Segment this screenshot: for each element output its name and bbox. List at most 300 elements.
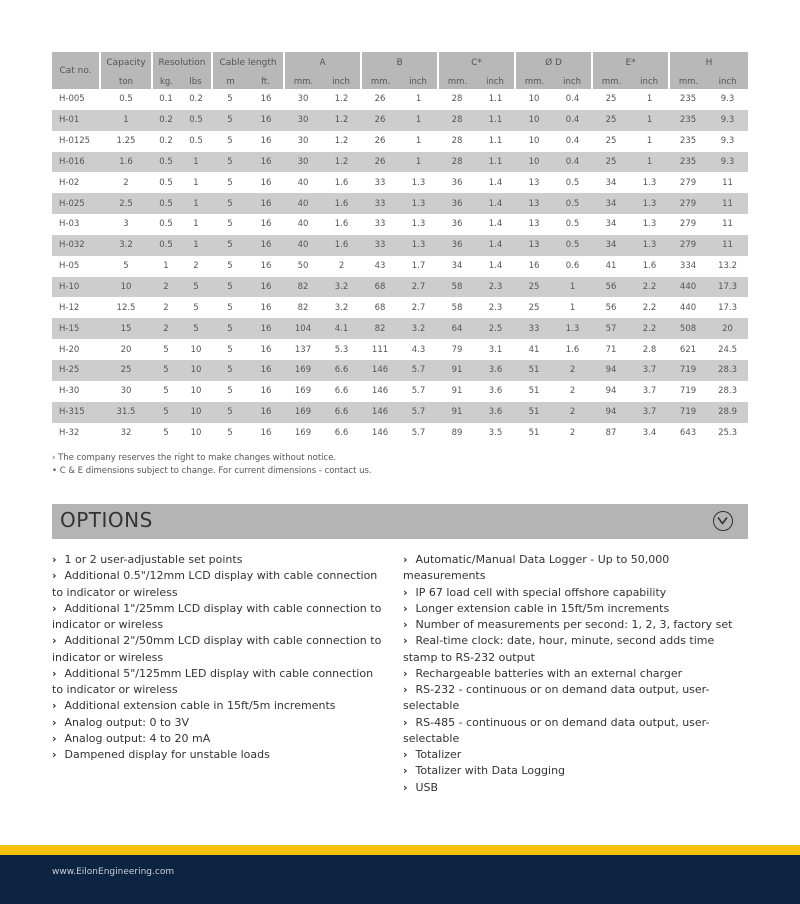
units-row [52, 74, 748, 89]
table-cell: 1 [630, 110, 669, 131]
header-resolution: Resolution [152, 52, 212, 74]
table-cell: 1.6 [334, 177, 349, 188]
table-cell: 26 [361, 152, 399, 173]
option-item [52, 633, 382, 666]
table-cell: 51 [528, 386, 540, 397]
chevron-down-icon[interactable] [713, 511, 733, 531]
table-cell: 82 [297, 302, 309, 313]
option-label: Totalizer with Data Logging [415, 764, 566, 778]
table-cell: 10 [190, 427, 202, 438]
table-cell: 5 [123, 261, 129, 272]
table-cell: 40 [284, 193, 322, 214]
table-row [52, 214, 748, 235]
table-cell: 58 [451, 302, 463, 313]
table-cell: 5 [212, 110, 248, 131]
table-cell: 40 [284, 235, 322, 256]
table-cell: 3.1 [488, 344, 503, 355]
table-cell: 0.2 [189, 94, 203, 105]
table-cell: 3.2 [322, 277, 361, 298]
table-cell: 10 [180, 402, 212, 423]
table-row [52, 235, 748, 256]
table-cell: 169 [294, 386, 312, 397]
option-label: Analog output: 4 to 20 mA [64, 731, 211, 745]
table-cell: 5 [212, 235, 248, 256]
table-cell: 16 [248, 193, 284, 214]
table-cell: 104 [284, 318, 322, 339]
option-label: Additional extension cable in 15ft/5m increments [64, 699, 336, 713]
table-cell: 146 [361, 360, 399, 381]
cat-no-cell: H-315 [52, 402, 100, 423]
table-cell: 2 [553, 360, 592, 381]
unit-cell: mm. [592, 74, 630, 89]
table-cell: 2.2 [642, 302, 657, 313]
table-cell: 1.6 [334, 219, 349, 230]
table-cell: 11 [722, 177, 733, 188]
table-row [52, 89, 748, 110]
table-cell: 0.4 [565, 136, 580, 147]
table-row [52, 339, 748, 360]
table-row [52, 256, 748, 277]
table-cell: 30 [120, 386, 132, 397]
table-cell: 50 [297, 261, 309, 272]
cat-no-cell: H-0125 [59, 136, 91, 147]
chevron-right-icon: › [403, 715, 408, 729]
cat-no-cell: H-05 [59, 261, 80, 272]
chevron-right-icon: › [403, 553, 408, 566]
table-cell: 34 [605, 219, 617, 230]
table-cell: 719 [679, 386, 697, 397]
option-item [403, 633, 748, 666]
table-cell: 1.25 [116, 136, 136, 147]
table-cell: 13 [515, 235, 553, 256]
table-cell: 28 [451, 136, 463, 147]
table-cell: 94 [592, 402, 630, 423]
table-cell: 10 [100, 277, 152, 298]
chevron-right-icon: › [403, 683, 408, 696]
table-row [52, 297, 748, 318]
table-cell: 91 [438, 360, 476, 381]
table-cell: 30 [284, 110, 322, 131]
table-cell: 94 [605, 386, 617, 397]
table-cell: 0.5 [159, 177, 173, 188]
table-cell: 1 [630, 152, 669, 173]
table-cell: 3.6 [476, 402, 515, 423]
table-cell: 5.7 [411, 427, 426, 438]
table-cell: 279 [669, 193, 707, 214]
table-row [52, 193, 748, 214]
table-cell: 36 [451, 219, 463, 230]
table-cell: 5 [180, 318, 212, 339]
table-cell: 0.5 [553, 235, 592, 256]
table-cell: 6.6 [322, 360, 361, 381]
table-cell: 1.3 [411, 219, 426, 230]
header-e: E* [592, 52, 669, 74]
note-changes: › The company reserves the right to make changes without notice. [52, 453, 337, 463]
table-cell: 5 [227, 94, 233, 105]
table-body [52, 89, 748, 443]
cat-no-cell: H-02 [59, 177, 80, 188]
footer-website-link[interactable]: www.EilonEngineering.com [52, 867, 175, 877]
table-cell: 0.4 [553, 152, 592, 173]
unit-cell: mm. [361, 74, 399, 89]
table-cell: 169 [284, 402, 322, 423]
unit-cell: inch [399, 74, 438, 89]
footer-accent-stripe [0, 845, 800, 855]
option-item [52, 698, 382, 714]
table-cell: 1.4 [488, 177, 503, 188]
table-cell: 440 [669, 277, 707, 298]
table-cell: 440 [679, 302, 697, 313]
table-cell: 146 [371, 427, 389, 438]
table-cell: 137 [294, 344, 312, 355]
table-cell: 2 [569, 427, 576, 438]
table-cell: 146 [361, 402, 399, 423]
table-cell: 2.7 [399, 277, 438, 298]
table-cell: 28.3 [718, 386, 738, 397]
option-item [52, 552, 382, 568]
option-label: Additional 1"/25mm LCD display with cable connection to indicator or wireless [52, 601, 382, 631]
table-cell: 34 [605, 177, 617, 188]
table-cell: 16 [260, 427, 272, 438]
table-cell: 16 [260, 136, 272, 147]
table-cell: 1.6 [322, 193, 361, 214]
table-cell: 111 [371, 344, 389, 355]
table-cell: 1 [646, 136, 653, 147]
option-label: Dampened display for unstable loads [64, 748, 270, 761]
table-cell: 36 [438, 193, 476, 214]
table-cell: 1.3 [411, 177, 426, 188]
table-cell: 16 [528, 261, 540, 272]
table-cell: 58 [438, 277, 476, 298]
table-cell: 33 [361, 193, 399, 214]
table-cell: 719 [669, 360, 707, 381]
table-cell: 5 [180, 277, 212, 298]
table-cell: 9.3 [720, 94, 735, 105]
table-cell: 9.3 [707, 152, 748, 173]
chevron-right-icon: › [52, 553, 57, 566]
table-cell: 235 [669, 110, 707, 131]
table-cell: 0.5 [119, 94, 133, 105]
table-cell: 57 [592, 318, 630, 339]
table-cell: 10 [190, 344, 202, 355]
table-cell: 32 [120, 427, 132, 438]
table-cell: 6.6 [334, 427, 349, 438]
table-cell: 5.7 [411, 386, 426, 397]
table-cell: 16 [260, 344, 272, 355]
table-cell: 2 [152, 318, 180, 339]
table-cell: 40 [297, 219, 309, 230]
table-cell: 2 [123, 177, 129, 188]
table-cell: 5.7 [399, 360, 438, 381]
table-cell: 25 [100, 360, 152, 381]
cat-no-cell: H-03 [59, 219, 80, 230]
table-cell: 1.3 [553, 318, 592, 339]
table-cell: 13 [515, 193, 553, 214]
cat-no-cell: H-016 [52, 152, 100, 173]
table-cell: 68 [361, 277, 399, 298]
option-label: USB [415, 780, 439, 794]
table-cell: 2 [163, 302, 169, 313]
table-cell: 5 [193, 302, 199, 313]
table-cell: 91 [438, 402, 476, 423]
table-cell: 12.5 [116, 302, 136, 313]
table-cell: 25 [528, 302, 540, 313]
cat-no-cell: H-10 [52, 277, 100, 298]
table-cell: 1 [553, 277, 592, 298]
table-cell: 10 [515, 110, 553, 131]
option-item [52, 715, 382, 731]
unit-cell: inch [630, 74, 669, 89]
cat-no-cell: H-01 [52, 110, 100, 131]
table-cell: 5 [212, 318, 248, 339]
table-cell: 1.4 [476, 235, 515, 256]
table-cell: 16 [248, 110, 284, 131]
table-cell: 5 [212, 193, 248, 214]
table-cell: 0.2 [159, 136, 173, 147]
table-cell: 16 [248, 360, 284, 381]
cat-no-cell: H-12 [59, 302, 80, 313]
table-cell: 1.6 [642, 261, 657, 272]
table-cell: 3.2 [334, 302, 349, 313]
table-cell: 1 [399, 152, 438, 173]
unit-cell: lbs [180, 74, 212, 89]
table-cell: 1 [569, 302, 576, 313]
table-cell: 5 [152, 402, 180, 423]
header-cat-no: Cat no. [52, 52, 100, 89]
table-cell: 5 [163, 386, 169, 397]
table-cell: 0.6 [565, 261, 580, 272]
chevron-right-icon: › [403, 748, 408, 761]
table-cell: 43 [374, 261, 386, 272]
table-cell: 169 [284, 360, 322, 381]
table-cell: 1.1 [476, 110, 515, 131]
table-cell: 20 [707, 318, 748, 339]
table-cell: 0.1 [159, 94, 173, 105]
table-cell: 2 [569, 386, 576, 397]
table-row [52, 131, 748, 152]
option-item [403, 780, 748, 796]
table-cell: 1.7 [411, 261, 426, 272]
table-cell: 31.5 [100, 402, 152, 423]
cat-no-cell: H-25 [52, 360, 100, 381]
unit-cell: mm. [669, 74, 707, 89]
option-item [403, 666, 748, 682]
table-cell: 5.7 [399, 402, 438, 423]
table-cell: 169 [294, 427, 312, 438]
chevron-right-icon: › [52, 748, 57, 761]
table-cell: 89 [451, 427, 463, 438]
option-label: Number of measurements per second: 1, 2, 3, factory set [415, 618, 733, 631]
table-cell: 33 [515, 318, 553, 339]
table-cell: 16 [248, 152, 284, 173]
table-cell: 16 [248, 402, 284, 423]
table-cell: 2.5 [476, 318, 515, 339]
table-cell: 6.6 [322, 402, 361, 423]
table-cell: 279 [679, 177, 697, 188]
table-cell: 1.1 [488, 136, 503, 147]
table-cell: 5 [227, 302, 233, 313]
table-cell: 4.3 [411, 344, 426, 355]
table-row [52, 402, 748, 423]
option-label: Additional 2"/50mm LCD display with cable connection to indicator or wireless [52, 634, 382, 664]
table-cell: 25.3 [718, 427, 738, 438]
table-cell: 33 [374, 219, 386, 230]
table-cell: 82 [361, 318, 399, 339]
table-cell: 1.1 [476, 152, 515, 173]
specifications-table [52, 52, 748, 443]
option-label: Additional 0.5"/12mm LCD display with cable connection to indicator or wireless [52, 569, 378, 599]
table-cell: 34 [592, 193, 630, 214]
table-cell: 3 [123, 219, 129, 230]
table-cell: 15 [100, 318, 152, 339]
table-cell: 643 [679, 427, 697, 438]
table-cell: 82 [284, 277, 322, 298]
table-cell: 25 [515, 277, 553, 298]
table-cell: 10 [528, 136, 540, 147]
table-cell: 0.5 [189, 136, 203, 147]
table-cell: 0.5 [553, 193, 592, 214]
option-label: RS-485 - continuous or on demand data output, user-selectable [403, 715, 710, 745]
table-cell: 25 [592, 110, 630, 131]
table-cell: 28 [451, 94, 463, 105]
table-cell: 94 [592, 360, 630, 381]
table-cell: 5 [227, 261, 233, 272]
table-cell: 34 [592, 235, 630, 256]
table-cell: 26 [361, 110, 399, 131]
table-cell: 2.8 [642, 344, 657, 355]
table-cell: 91 [451, 386, 463, 397]
table-row [52, 110, 748, 131]
table-cell: 25 [605, 94, 617, 105]
table-cell: 30 [297, 94, 309, 105]
table-cell: 9.3 [707, 110, 748, 131]
option-item [403, 682, 748, 715]
table-cell: 2.3 [488, 302, 503, 313]
unit-cell: inch [476, 74, 515, 89]
chevron-right-icon: › [52, 699, 57, 713]
cat-no-cell: H-20 [59, 344, 80, 355]
table-cell: 26 [374, 94, 386, 105]
option-label: Longer extension cable in 15ft/5m increments [415, 601, 670, 615]
table-cell: 16 [248, 277, 284, 298]
table-cell: 25 [605, 136, 617, 147]
table-cell: 25 [592, 152, 630, 173]
option-label: Analog output: 0 to 3V [64, 715, 190, 729]
table-cell: 13 [528, 219, 540, 230]
table-cell: 11 [707, 235, 748, 256]
table-cell: 3.4 [642, 427, 657, 438]
table-cell: 5 [163, 344, 169, 355]
option-item [403, 763, 748, 779]
table-cell: 56 [605, 302, 617, 313]
table-cell: 16 [260, 219, 272, 230]
table-cell: 10 [528, 94, 540, 105]
table-cell: 0.4 [553, 110, 592, 131]
cat-no-cell: H-15 [52, 318, 100, 339]
table-cell: 87 [605, 427, 617, 438]
table-cell: 235 [669, 152, 707, 173]
table-row [52, 152, 748, 173]
option-label: Rechargeable batteries with an external charger [415, 666, 683, 680]
header-h: H [669, 52, 748, 74]
note-dimensions: • C & E dimensions subject to change. For current dimensions - contact us. [52, 466, 372, 476]
table-row [52, 277, 748, 298]
table-cell: 36 [451, 177, 463, 188]
option-item [52, 747, 382, 763]
option-label: Real-time clock: date, hour, minute, second adds time stamp to RS-232 output [403, 634, 715, 664]
table-cell: 279 [679, 219, 697, 230]
table-cell: 26 [374, 136, 386, 147]
table-cell: 2 [152, 277, 180, 298]
table-cell: 28.3 [707, 360, 748, 381]
table-cell: 16 [248, 318, 284, 339]
table-cell: 41 [605, 261, 617, 272]
table-cell: 36 [438, 235, 476, 256]
table-cell: 51 [528, 427, 540, 438]
table-cell: 5 [212, 360, 248, 381]
option-item [403, 601, 748, 617]
chevron-right-icon: › [52, 731, 57, 745]
table-cell: 11 [707, 193, 748, 214]
option-label: RS-232 - continuous or on demand data output, user-selectable [403, 683, 710, 713]
table-row [52, 318, 748, 339]
chevron-right-icon: › [403, 585, 408, 599]
table-cell: 17.3 [707, 277, 748, 298]
table-cell: 1.2 [322, 110, 361, 131]
table-cell: 0.4 [565, 94, 580, 105]
table-cell: 30 [297, 136, 309, 147]
table-cell: 2.3 [476, 277, 515, 298]
table-cell: 2 [553, 402, 592, 423]
table-cell: 235 [679, 94, 697, 105]
table-cell: 5 [227, 136, 233, 147]
table-cell: 0.5 [565, 219, 580, 230]
table-cell: 1 [193, 177, 199, 188]
option-label: Additional 5"/125mm LED display with cable connection to indicator or wireless [52, 666, 374, 696]
header-b: B [361, 52, 438, 74]
option-item [403, 617, 748, 633]
table-cell: 1 [399, 110, 438, 131]
unit-cell: kg. [152, 74, 180, 89]
table-cell: 10 [515, 152, 553, 173]
table-cell: 2 [193, 261, 199, 272]
table-cell: 3.7 [630, 360, 669, 381]
chevron-right-icon: › [52, 569, 57, 583]
table-cell: 2.2 [630, 318, 669, 339]
option-label: Automatic/Manual Data Logger - Up to 50,000 measurements [403, 553, 670, 583]
table-notes [52, 452, 372, 478]
option-item [403, 552, 748, 585]
option-item [403, 715, 748, 748]
unit-cell: mm. [284, 74, 322, 89]
option-label: 1 or 2 user-adjustable set points [64, 553, 243, 566]
table-cell: 1 [163, 261, 169, 272]
unit-cell: inch [553, 74, 592, 89]
table-cell: 1.1 [488, 94, 503, 105]
table-cell: 235 [679, 136, 697, 147]
chevron-right-icon: › [52, 666, 57, 680]
table-cell: 1.6 [322, 235, 361, 256]
option-item [52, 568, 382, 601]
table-cell: 3.7 [630, 402, 669, 423]
table-cell: 33 [361, 235, 399, 256]
table-cell: 13.2 [718, 261, 738, 272]
table-cell: 334 [679, 261, 697, 272]
table-row [52, 172, 748, 193]
chevron-right-icon: › [52, 601, 57, 615]
table-cell: 28.9 [707, 402, 748, 423]
cat-no-cell: H-005 [59, 94, 85, 105]
